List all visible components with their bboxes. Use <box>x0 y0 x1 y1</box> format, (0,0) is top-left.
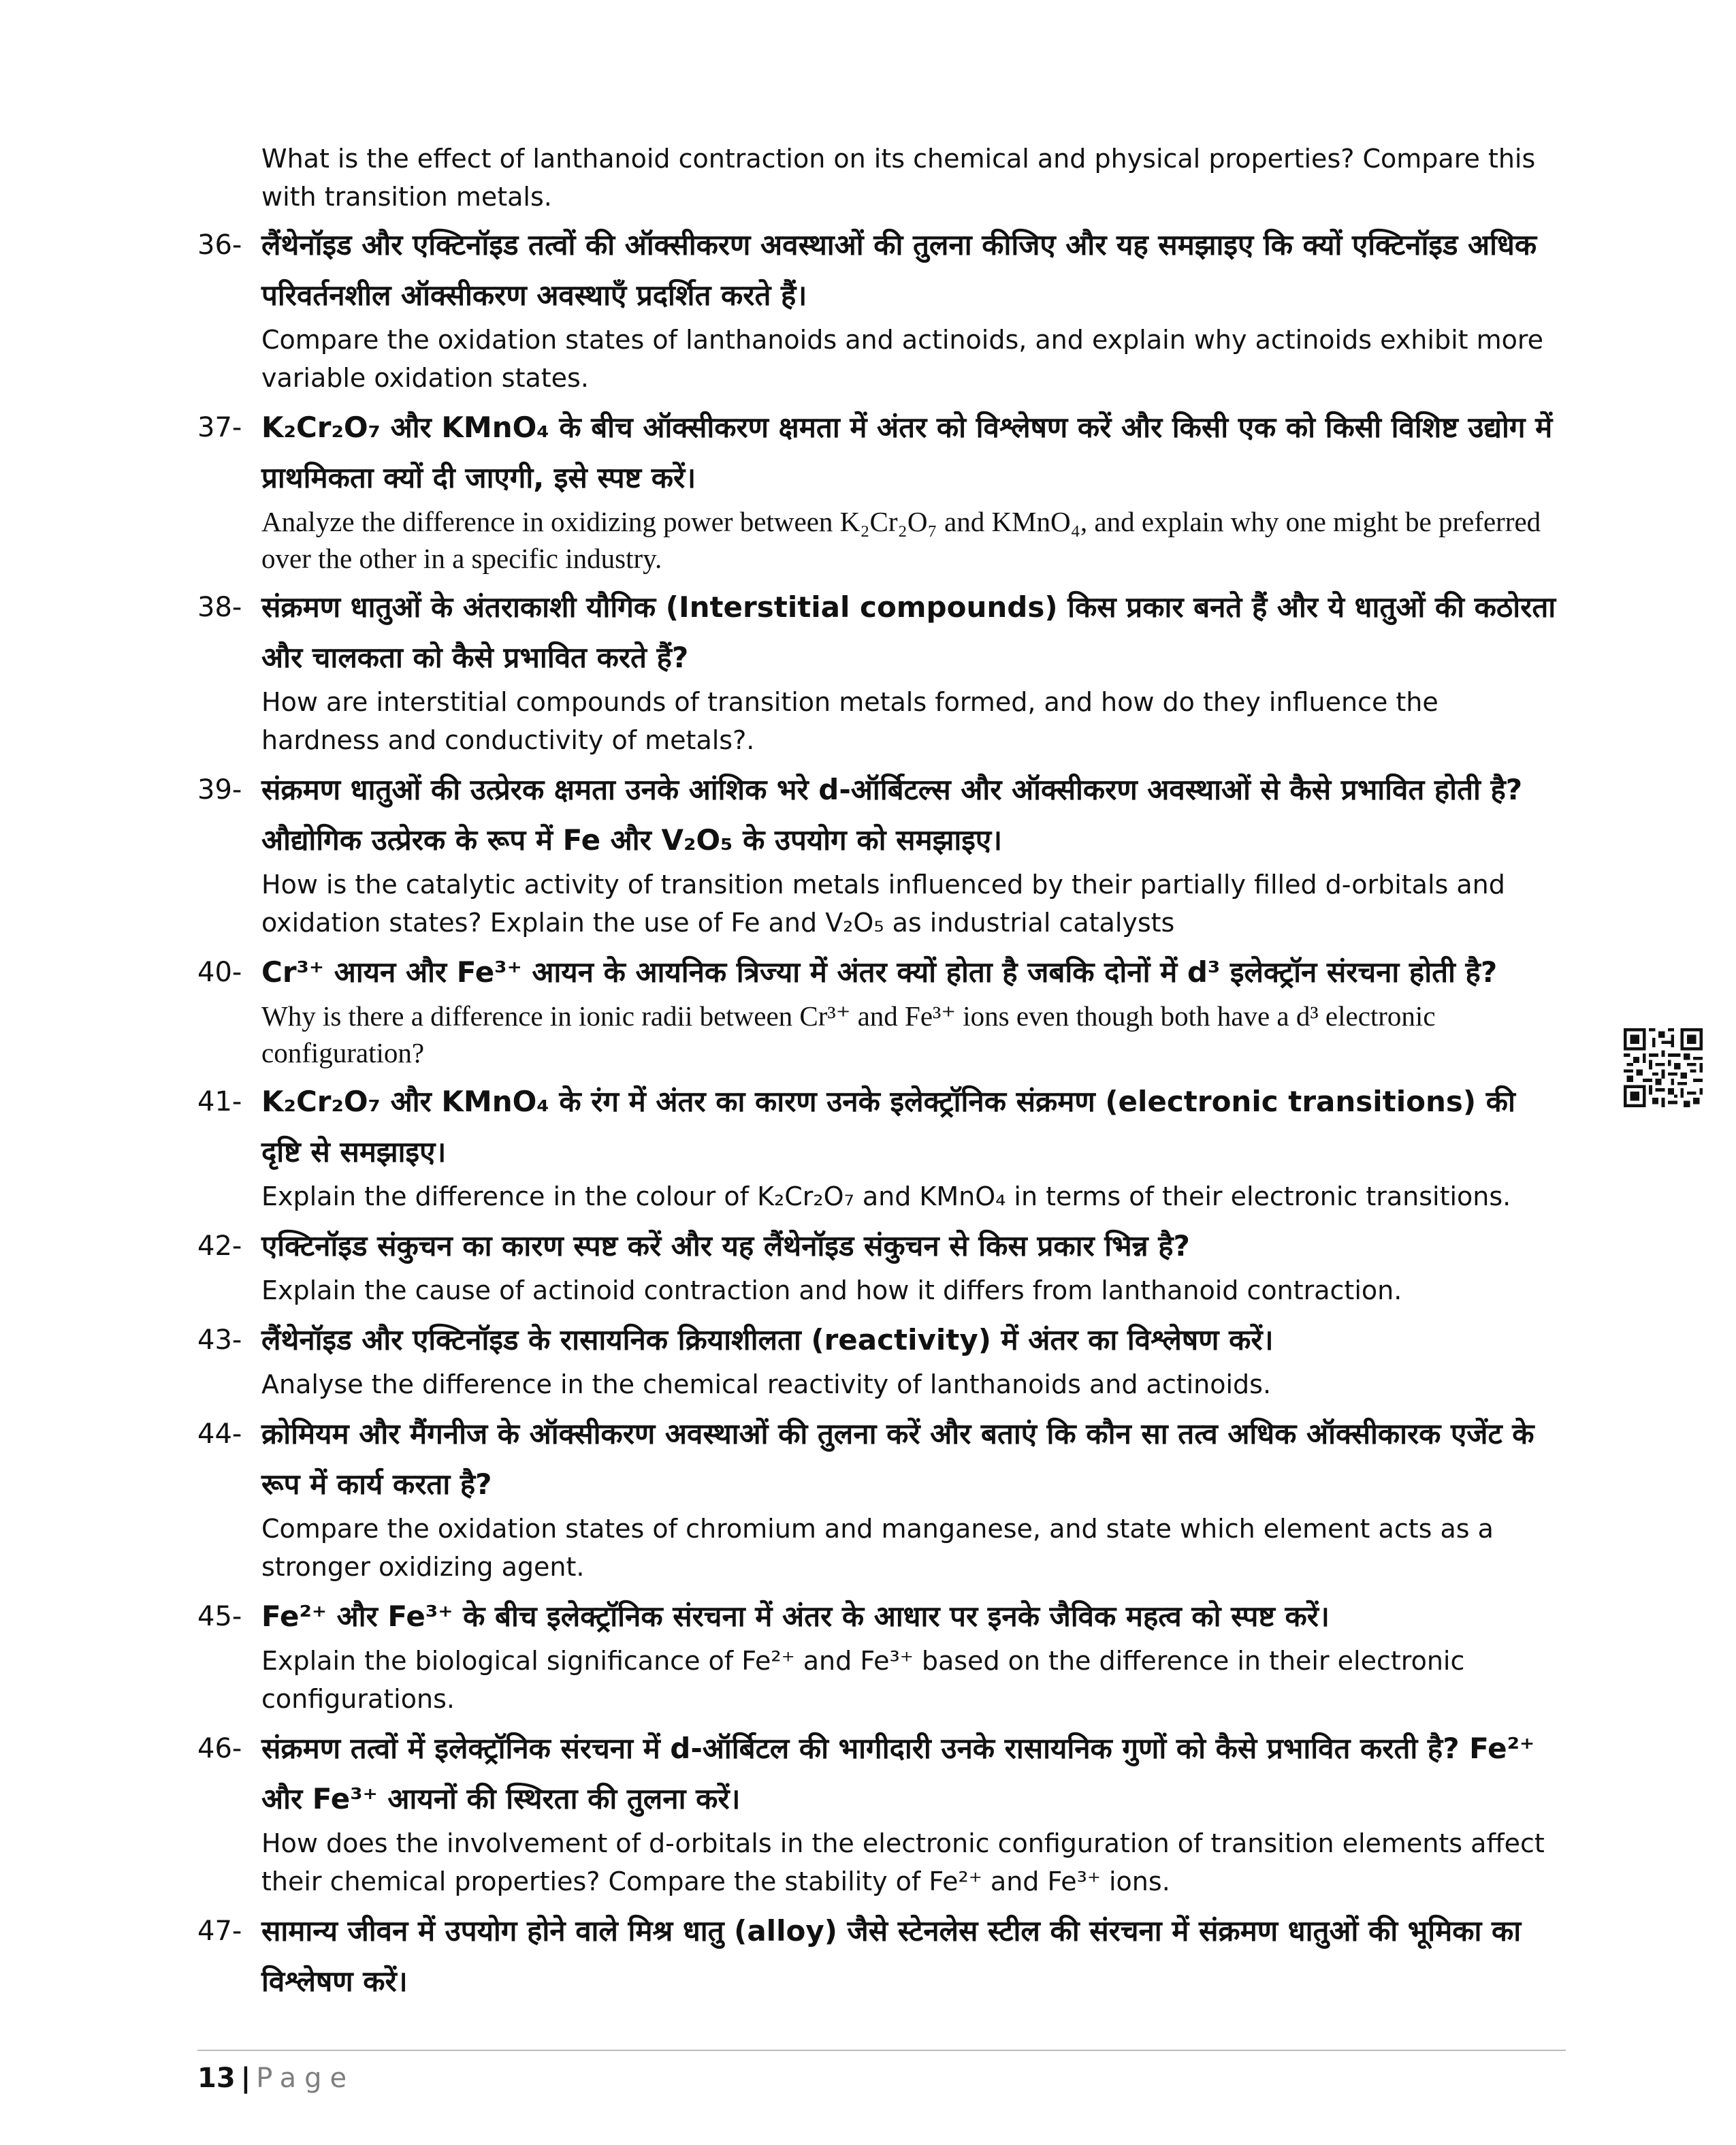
question-41 <box>197 1077 1559 1216</box>
qr-code-icon <box>1624 1028 1703 1107</box>
question-47 <box>197 1906 1559 2007</box>
question-english-text: How is the catalytic activity of transition metals influenced by their partially filled d-orbitals and oxidation states? Explain the use of Fe and V₂O₅ as industrial catalysts <box>261 870 1505 938</box>
question-number: 42- <box>197 1230 242 1262</box>
question-number: 41- <box>197 1086 242 1117</box>
question-38 <box>197 582 1559 759</box>
question-english-text: Analyse the difference in the chemical reactivity of lanthanoids and actinoids. <box>261 1369 1272 1399</box>
question-hindi-text: K₂Cr₂O₇ और KMnO₄ के रंग में अंतर का कारण उनके इलेक्ट्रॉनिक संक्रमण (electronic transitions) की दृष्टि से समझाइए। <box>261 1085 1515 1169</box>
page-footer <box>197 2058 355 2099</box>
question-number: 45- <box>197 1601 242 1632</box>
page-number: 13 <box>197 2063 236 2094</box>
question-hindi-text: लैंथेनॉइड और एक्टिनॉइड के रासायनिक क्रियाशीलता (reactivity) में अंतर का विश्लेषण करें। <box>261 1323 1274 1356</box>
question-number: 36- <box>197 229 242 261</box>
question-hindi-text: Fe²⁺ और Fe³⁺ के बीच इलेक्ट्रॉनिक संरचना में अंतर के आधार पर इनके जैविक महत्व को स्पष्ट करें। <box>261 1600 1330 1633</box>
question-hindi-text: एक्टिनॉइड संकुचन का कारण स्पष्ट करें और यह लैंथेनॉइड संकुचन से किस प्रकार भिन्न है? <box>261 1229 1190 1262</box>
question-english-text: How are interstitial compounds of transition metals formed, and how do they influence the hardness and conductivity of metals?. <box>261 687 1438 755</box>
question-36 <box>197 220 1559 397</box>
question-list <box>197 140 1559 2012</box>
question-hindi-text: सामान्य जीवन में उपयोग होने वाले मिश्र धातु (alloy) जैसे स्टेनलेस स्टील की संरचना में संक्रमण धातुओं की भूमिका का विश्लेषण करें। <box>261 1914 1522 1998</box>
question-english-text: Why is there a difference in ionic radii between Cr³⁺ and Fe³⁺ ions even though both have a d³ electronic configuration? <box>261 1000 1436 1068</box>
question-english-text: Explain the biological significance of Fe²⁺ and Fe³⁺ based on the difference in their electronic configurations. <box>261 1646 1465 1714</box>
question-hindi-text: संक्रमण तत्वों में इलेक्ट्रॉनिक संरचना में d-ऑर्बिटल की भागीदारी उनके रासायनिक गुणों को कैसे प्रभावित करती है? Fe²⁺ और Fe³⁺ आयनों की स्थिरता की तुलना करें। <box>261 1732 1535 1815</box>
question-number: 37- <box>197 412 242 443</box>
question-39 <box>197 765 1559 942</box>
footer-separator: | <box>240 2063 251 2094</box>
question-number: 44- <box>197 1418 242 1450</box>
question-hindi-text: Cr³⁺ आयन और Fe³⁺ आयन के आयनिक त्रिज्या में अंतर क्यों होता है जबकि दोनों में d³ इलेक्ट्रॉन संरचना होती है? <box>261 955 1498 989</box>
question-english-text: How does the involvement of d-orbitals in the electronic configuration of transition elements affect their chemical properties? Compare the stability of Fe²⁺ and Fe³⁺ ions. <box>261 1828 1545 1896</box>
question-hindi-text: K₂Cr₂O₇ और KMnO₄ के बीच ऑक्सीकरण क्षमता में अंतर को विश्लेषण करें और किसी एक को किसी विशिष्ट उद्योग में प्राथमिकता क्यों दी जाएगी, इसे स्पष्ट करें। <box>261 411 1553 494</box>
question-english-text: Analyze the difference in oxidizing power between K₂Cr₂O₇ and KMnO₄, and explain why one might be preferred over the other in a specific industry. <box>261 506 1541 574</box>
question-english-text: Compare the oxidation states of chromium and manganese, and state which element acts as a stronger oxidizing agent. <box>261 1514 1494 1582</box>
question-37 <box>197 402 1559 577</box>
question-number: 40- <box>197 957 242 988</box>
question-40 <box>197 947 1559 1071</box>
question-42 <box>197 1221 1559 1309</box>
question-hindi-text: संक्रमण धातुओं के अंतराकाशी यौगिक (Interstitial compounds) किस प्रकार बनते हैं और ये धातुओं की कठोरता और चालकता को कैसे प्रभावित करते हैं? <box>261 590 1556 674</box>
intro-english-text: What is the effect of lanthanoid contraction on its chemical and physical properties? Compare this with transition metals. <box>261 144 1536 212</box>
question-english-text: Explain the cause of actinoid contraction and how it differs from lanthanoid contraction. <box>261 1275 1402 1305</box>
question-hindi-text: संक्रमण धातुओं की उत्प्रेरक क्षमता उनके आंशिक भरे d-ऑर्बिटल्स और ऑक्सीकरण अवस्थाओं से कैसे प्रभावित होती है? औद्योगिक उत्प्रेरक के रूप में Fe और V₂O₅ के उपयोग को समझाइए। <box>261 773 1523 857</box>
footer-divider <box>197 2050 1566 2051</box>
question-number: 39- <box>197 774 242 806</box>
question-43 <box>197 1315 1559 1403</box>
page-label: Page <box>256 2063 355 2094</box>
question-number: 47- <box>197 1916 242 1947</box>
question-number: 43- <box>197 1324 242 1356</box>
question-english-text: Explain the difference in the colour of K₂Cr₂O₇ and KMnO₄ in terms of their electronic transitions. <box>261 1181 1511 1211</box>
question-number: 38- <box>197 592 242 623</box>
question-english-text: Compare the oxidation states of lanthanoids and actinoids, and explain why actinoids exhibit more variable oxidation states. <box>261 325 1544 393</box>
question-46 <box>197 1723 1559 1901</box>
question-hindi-text: क्रोमियम और मैंगनीज के ऑक्सीकरण अवस्थाओं की तुलना करें और बताएं कि कौन सा तत्व अधिक ऑक्सीकारक एजेंट के रूप में कार्य करता है? <box>261 1417 1534 1501</box>
question-number: 46- <box>197 1733 242 1764</box>
question-44 <box>197 1409 1559 1586</box>
question-hindi-text: लैंथेनॉइड और एक्टिनॉइड तत्वों की ऑक्सीकरण अवस्थाओं की तुलना कीजिए और यह समझाइए कि क्यों एक्टिनॉइड अधिक परिवर्तनशील ऑक्सीकरण अवस्थाएँ प्रदर्शित करते हैं। <box>261 228 1537 312</box>
question-45 <box>197 1591 1559 1718</box>
